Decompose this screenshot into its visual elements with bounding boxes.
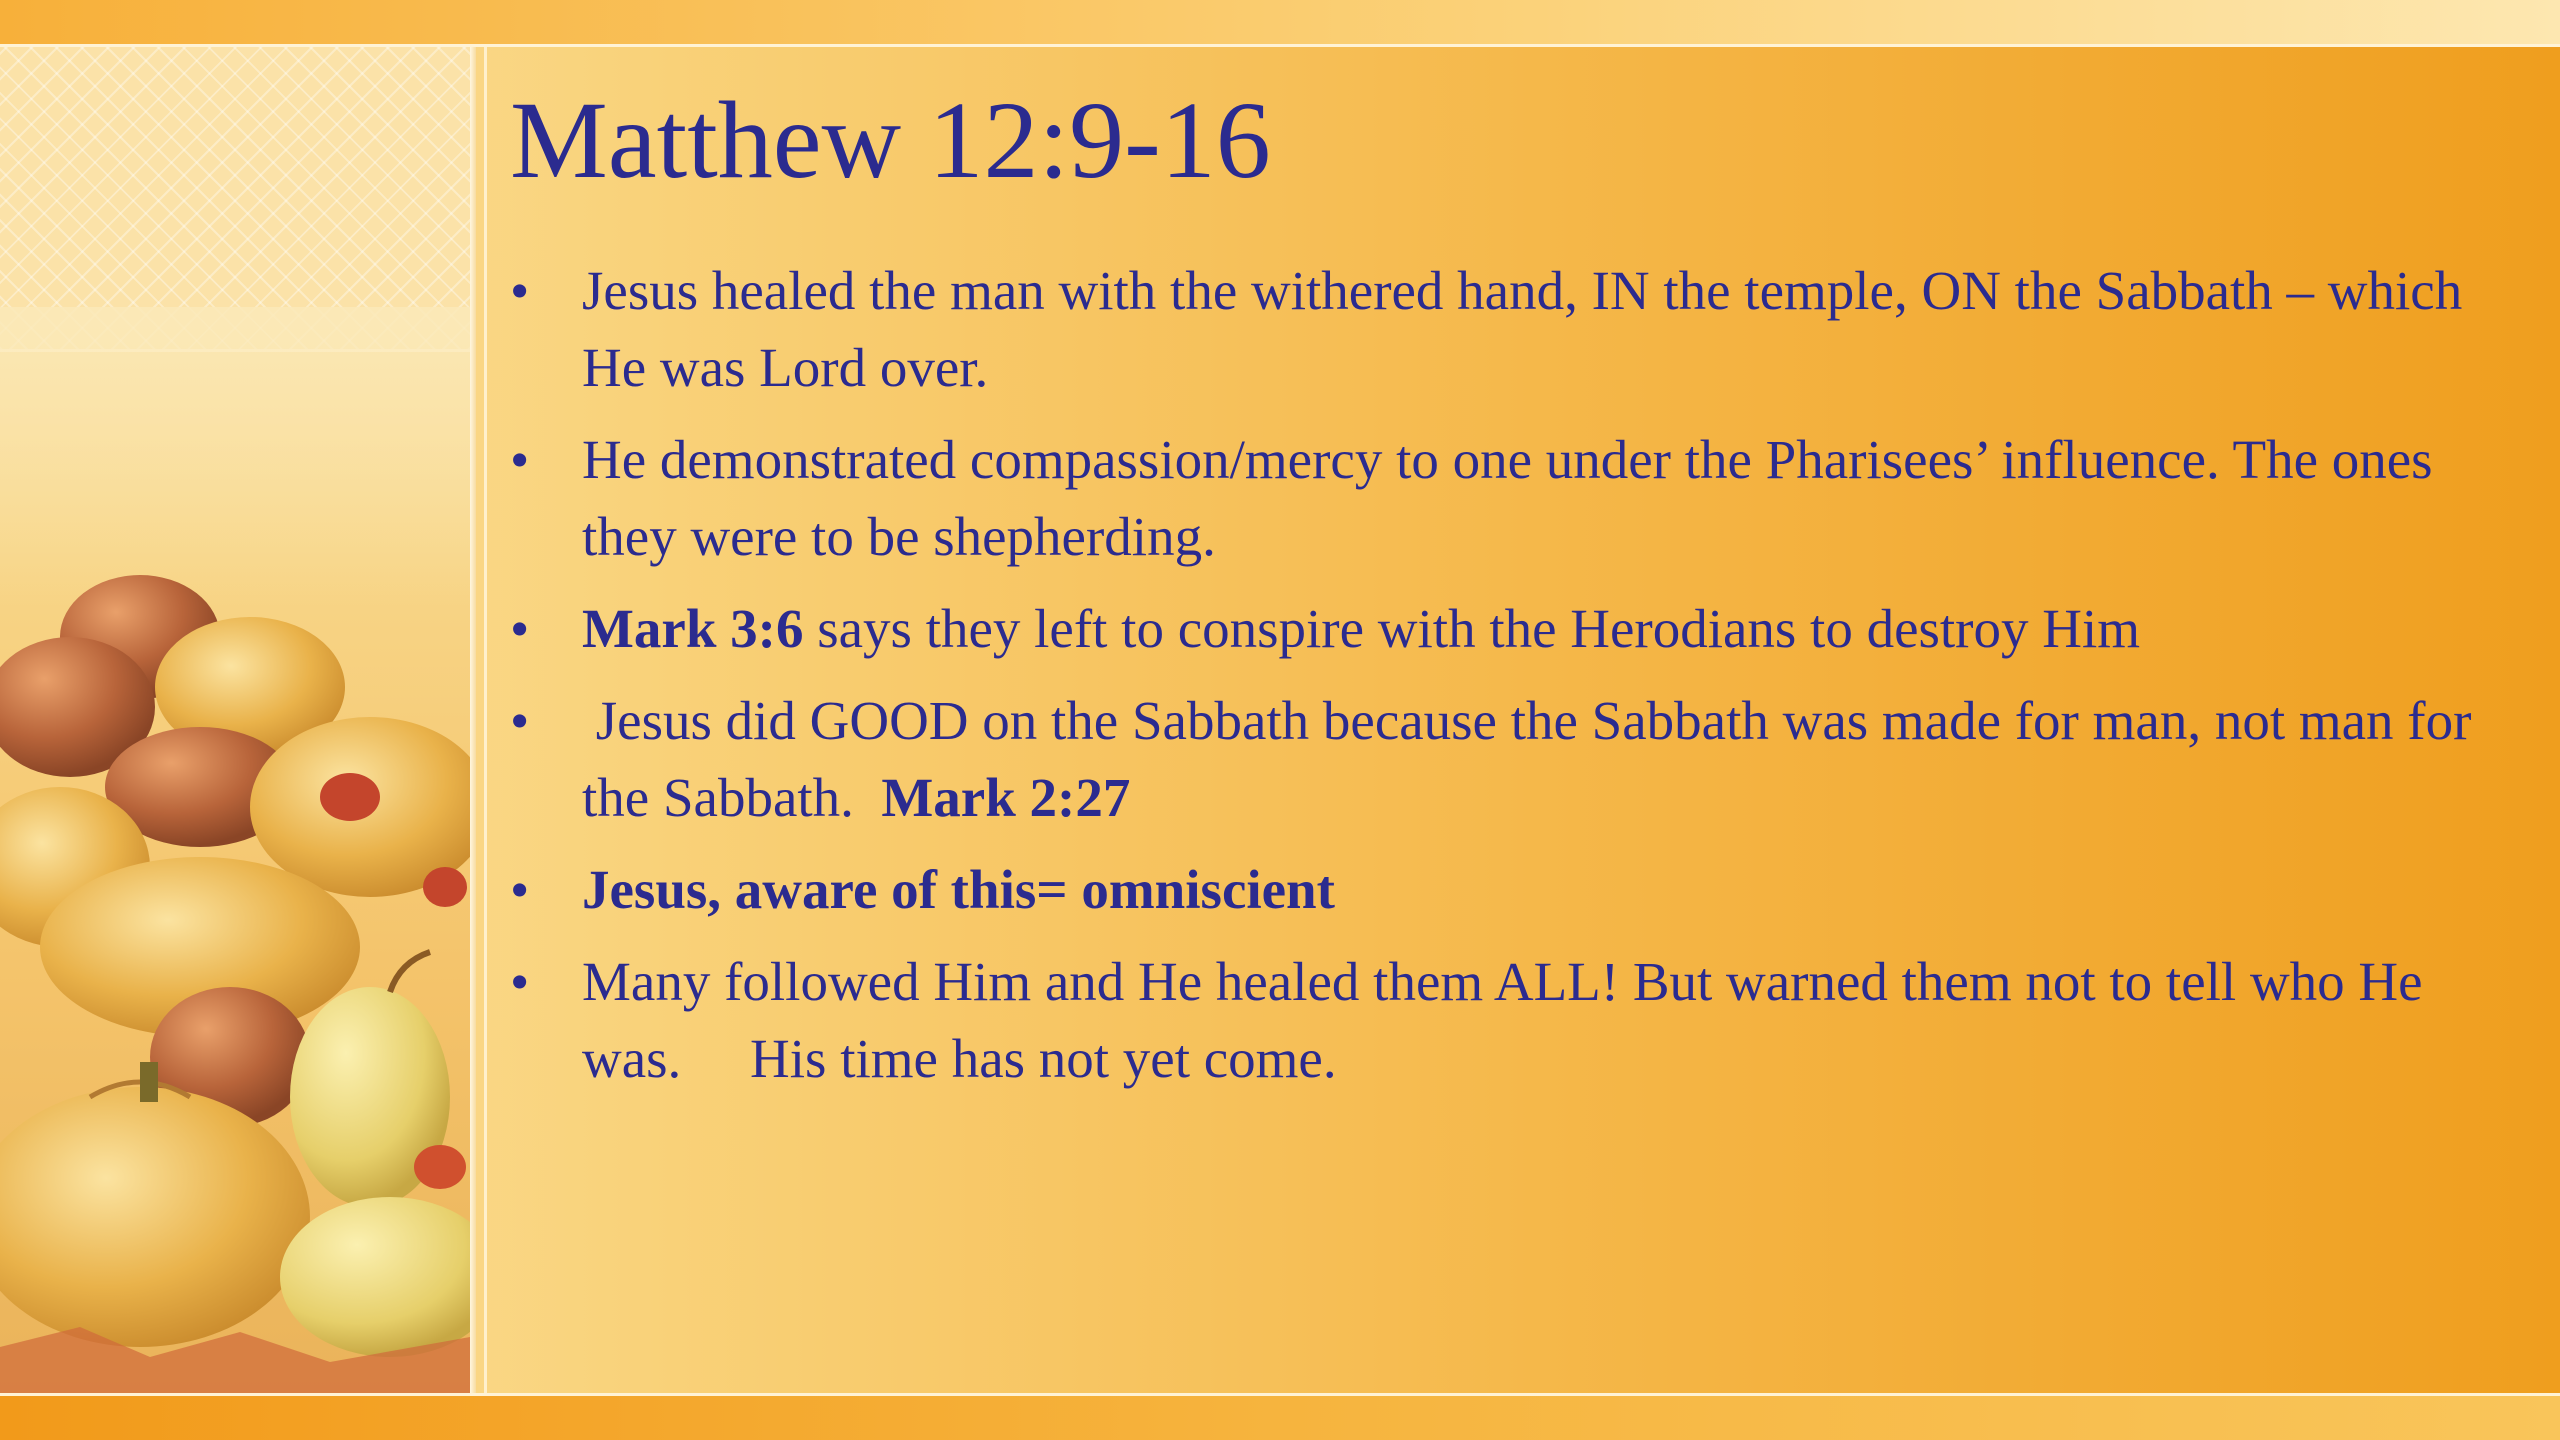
harvest-produce-image <box>0 47 470 1393</box>
bullet-item <box>510 851 2490 928</box>
bullet-item <box>510 252 2490 406</box>
decorative-panel <box>0 47 470 1393</box>
slide-title: Matthew 12:9-16 <box>510 79 1271 201</box>
bullet-dot: • <box>510 429 530 490</box>
glow-fade <box>0 307 470 607</box>
top-band <box>0 0 2560 44</box>
bullet-list <box>510 252 2490 1112</box>
bullet-lead: Mark 3:6 <box>582 598 804 659</box>
bullet-item <box>510 682 2490 836</box>
bullet-text: Jesus did GOOD on the Sabbath because the Sabbath was made for man, not man for the Sabbath. <box>582 690 2486 828</box>
bullet-dot: • <box>510 260 530 321</box>
pumpkin <box>0 1087 310 1347</box>
panel-divider-thin <box>484 47 487 1393</box>
pear-stem <box>390 952 430 992</box>
bullet-text: says they left to conspire with the Herodians to destroy Him <box>803 598 2141 659</box>
cherry-right <box>320 773 380 821</box>
bullet-dot: • <box>510 690 530 751</box>
bullet-dot: • <box>510 859 530 920</box>
pumpkin-stem <box>140 1062 158 1102</box>
bullet-lead: Jesus, aware of this= omniscient <box>582 859 1335 920</box>
bullet-text: Many followed Him and He healed them ALL! But warned them not to tell who He was. His time has not yet come. <box>582 951 2437 1089</box>
bullet-dot: • <box>510 951 530 1012</box>
bullet-item <box>510 943 2490 1097</box>
panel-divider <box>470 47 476 1393</box>
bullet-text: Jesus healed the man with the withered hand, IN the temple, ON the Sabbath – which He was Lord over. <box>582 260 2476 398</box>
bullet-dot: • <box>510 598 530 659</box>
bottom-band <box>0 1396 2560 1440</box>
bullet-text: He demonstrated compassion/mercy to one under the Pharisees’ influence. The ones they were to be shepherding. <box>582 429 2447 567</box>
bullet-tail: Mark 2:27 <box>881 767 1131 828</box>
cherry-edge <box>423 867 467 907</box>
bullet-item <box>510 590 2490 667</box>
bullet-item <box>510 421 2490 575</box>
cherry-low <box>414 1145 466 1189</box>
